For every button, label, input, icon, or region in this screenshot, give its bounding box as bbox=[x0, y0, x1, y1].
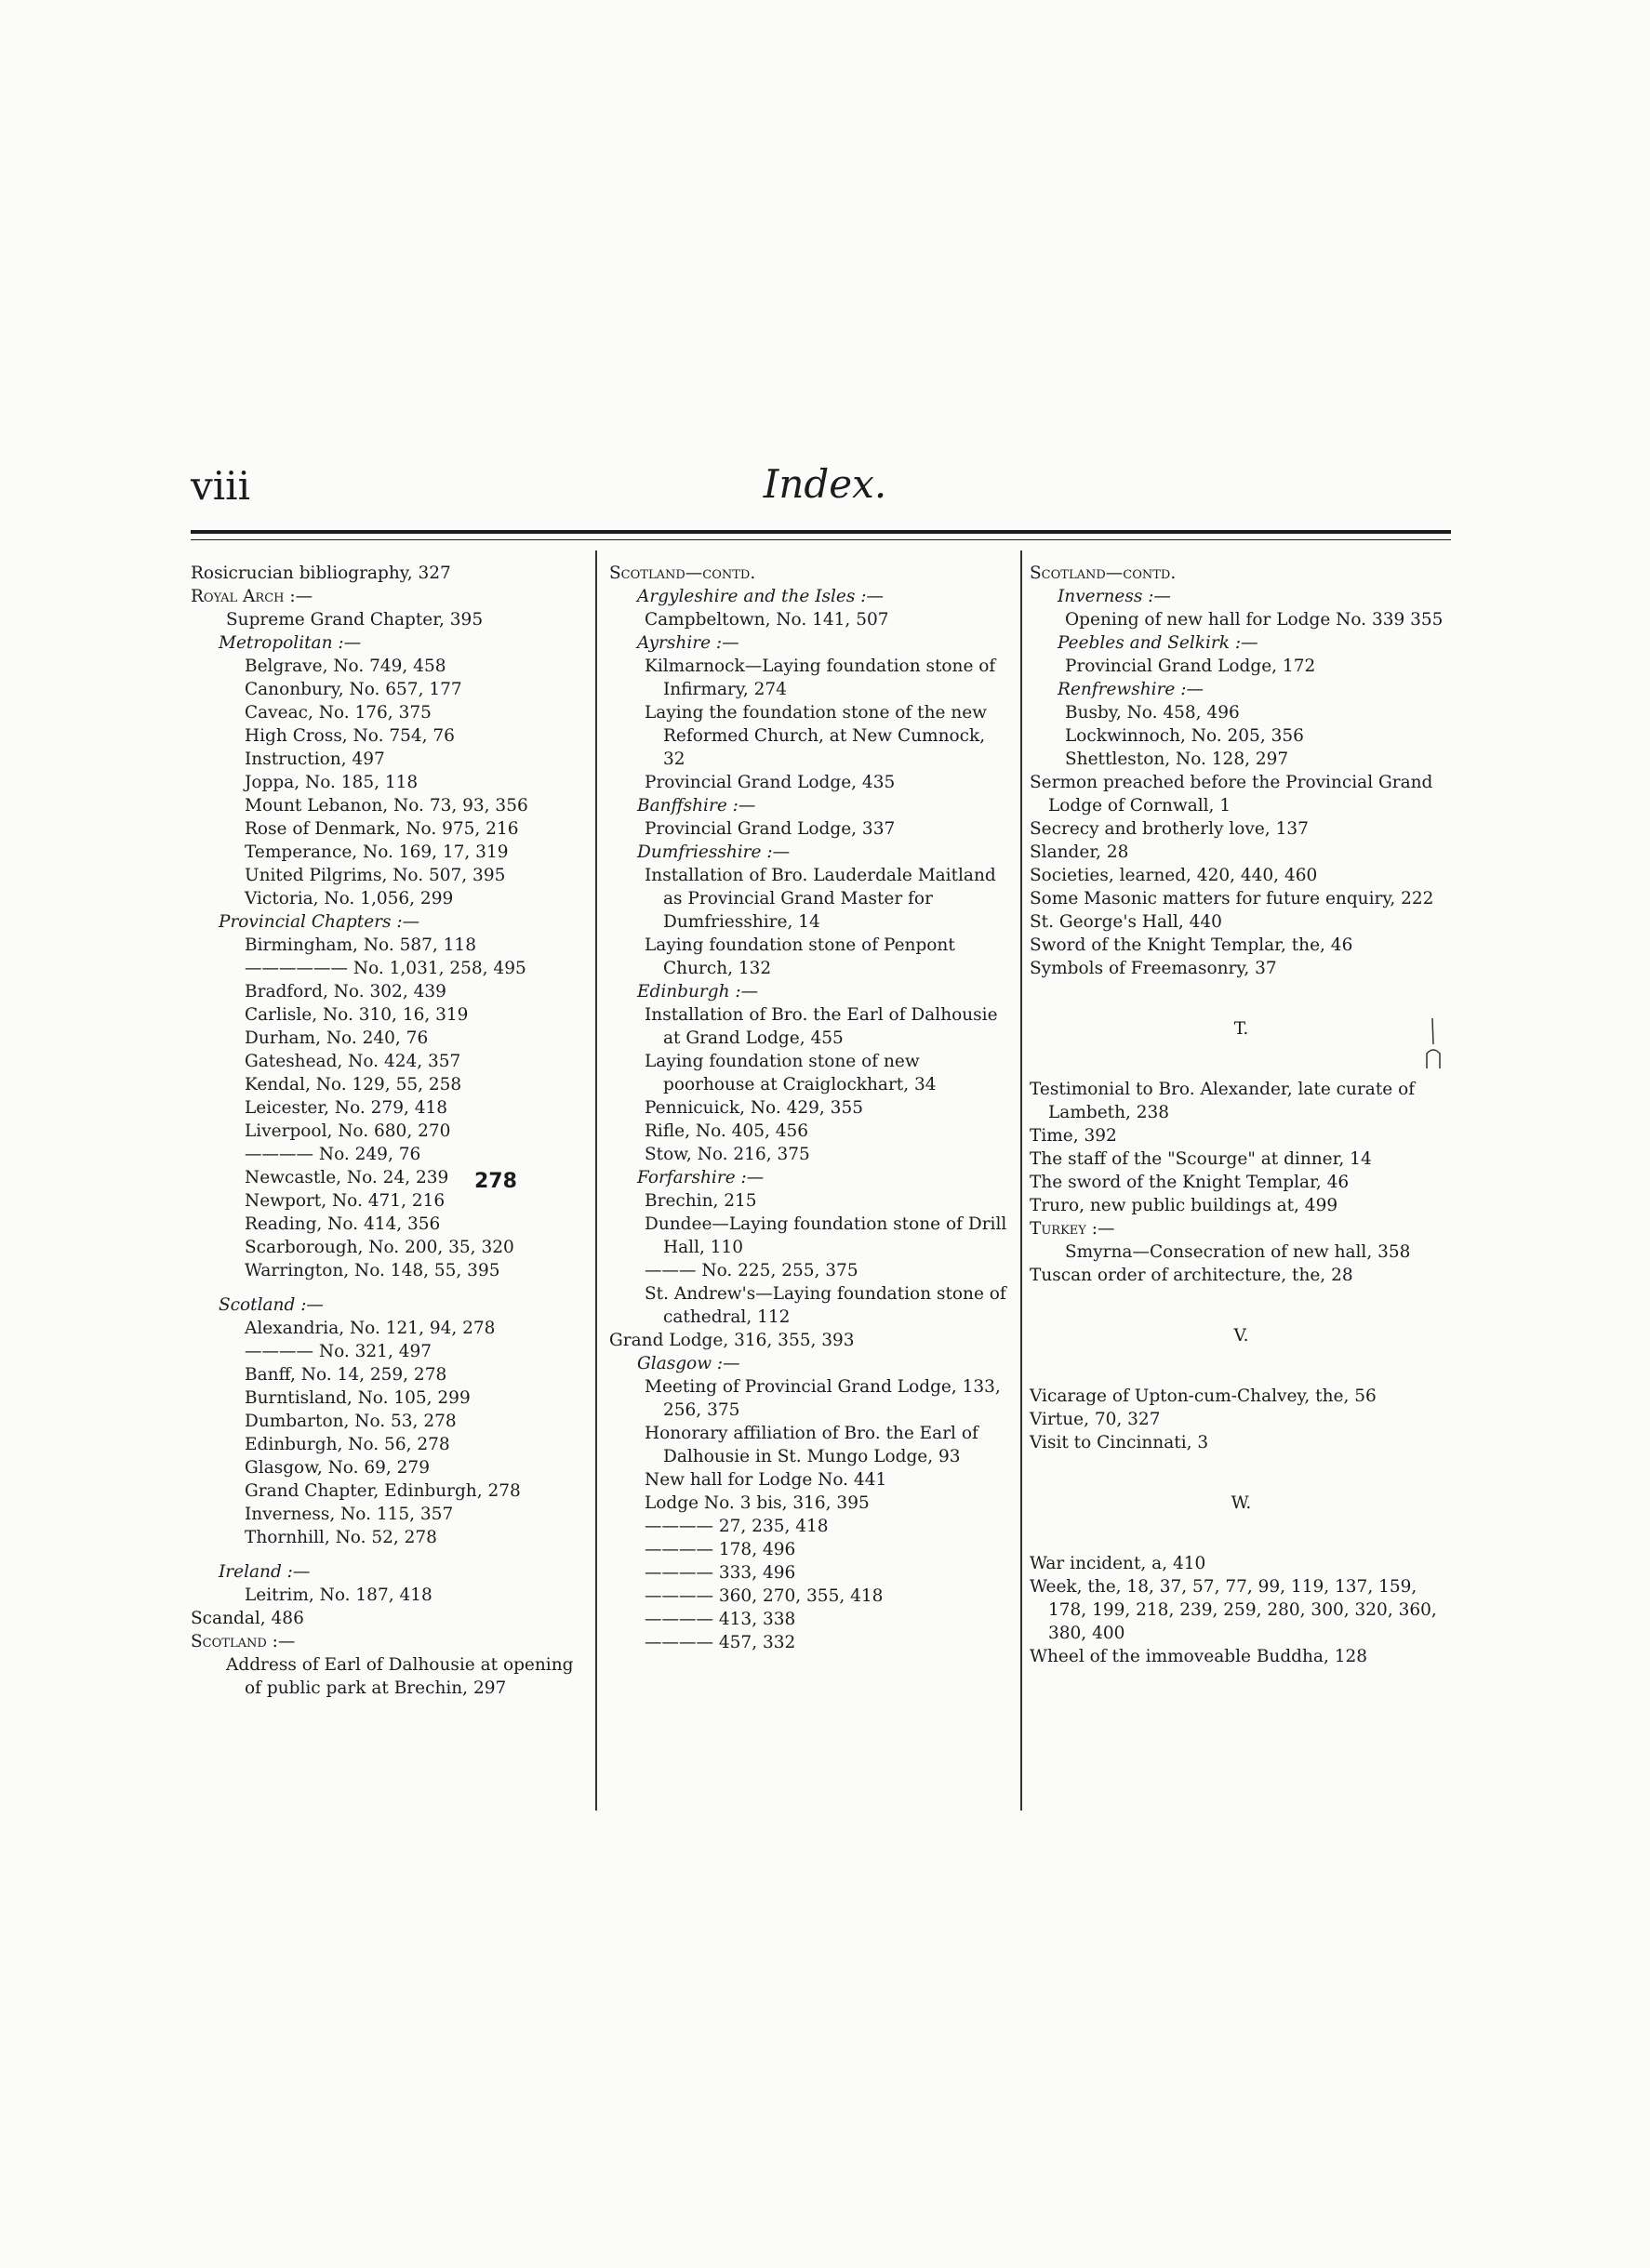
index-entry: ———— No. 249, 76 bbox=[245, 1145, 421, 1164]
index-entry: Bradford, No. 302, 439 bbox=[245, 982, 446, 1001]
index-entry: Grand Lodge, 316, 355, 393 bbox=[609, 1331, 855, 1350]
handwritten-annotation: 278 bbox=[474, 1170, 517, 1193]
index-entry: —————— No. 1,031, 258, 495 bbox=[245, 959, 526, 978]
index-entry: Thornhill, No. 52, 278 bbox=[245, 1528, 437, 1547]
index-subheading: Metropolitan :— bbox=[219, 633, 362, 653]
index-entry: Installation of Bro. the Earl of Dalhousie at Grand Lodge, 455 bbox=[645, 1005, 998, 1048]
index-entry: Wheel of the immoveable Buddha, 128 bbox=[1030, 1647, 1368, 1666]
index-entry bbox=[1030, 1454, 1453, 1492]
index-entry: Smyrna—Consecration of new hall, 358 bbox=[1065, 1242, 1411, 1262]
index-entry: ———— 413, 338 bbox=[645, 1610, 796, 1629]
index-entry: ———— No. 321, 497 bbox=[245, 1342, 432, 1361]
index-subheading: Inverness :— bbox=[1058, 587, 1171, 606]
index-subheading: Argyleshire and the Isles :— bbox=[637, 587, 884, 606]
index-entry: ——— No. 225, 255, 375 bbox=[645, 1261, 858, 1280]
index-entry: Belgrave, No. 749, 458 bbox=[245, 657, 446, 676]
index-subheading: Ireland :— bbox=[219, 1562, 311, 1582]
column-divider-right bbox=[1020, 550, 1022, 1810]
index-entry: Meeting of Provincial Grand Lodge, 133, 256, 375 bbox=[645, 1377, 1001, 1420]
index-entry: Provincial Grand Lodge, 435 bbox=[645, 773, 896, 792]
index-entry: Banff, No. 14, 259, 278 bbox=[245, 1365, 447, 1385]
index-entry: T. bbox=[1233, 1019, 1249, 1039]
index-entry: Slander, 28 bbox=[1030, 842, 1129, 862]
index-subheading: Peebles and Selkirk :— bbox=[1058, 633, 1258, 653]
index-entry: ———— 27, 235, 418 bbox=[645, 1517, 829, 1536]
page-number: viii bbox=[191, 463, 251, 509]
index-entry: Pennicuick, No. 429, 355 bbox=[645, 1098, 863, 1118]
index-entry: Alexandria, No. 121, 94, 278 bbox=[245, 1319, 496, 1338]
index-heading: Royal Arch :— bbox=[191, 587, 313, 606]
index-entry: Dumbarton, No. 53, 278 bbox=[245, 1412, 457, 1431]
index-entry: Testimonial to Bro. Alexander, late curate of Lambeth, 238 bbox=[1030, 1080, 1416, 1122]
index-entry: Dundee—Laying foundation stone of Drill Hall, 110 bbox=[645, 1214, 1007, 1257]
index-entry: Newport, No. 471, 216 bbox=[245, 1191, 446, 1211]
index-entry: Scarborough, No. 200, 35, 320 bbox=[245, 1238, 514, 1257]
index-entry: ———— 333, 496 bbox=[645, 1563, 796, 1583]
index-entry: Rosicrucian bibliography, 327 bbox=[191, 564, 451, 583]
index-subheading: Glasgow :— bbox=[637, 1354, 740, 1373]
index-entry: Joppa, No. 185, 118 bbox=[245, 773, 419, 792]
index-entry: Secrecy and brotherly love, 137 bbox=[1030, 819, 1309, 839]
index-entry: Some Masonic matters for future enquiry, 222 bbox=[1030, 889, 1434, 909]
page-title: Index. bbox=[763, 461, 887, 507]
index-entry: ———— 360, 270, 355, 418 bbox=[645, 1586, 884, 1606]
index-entry: Installation of Bro. Lauderdale Maitland as Provincial Grand Master for Dumfriesshire, 14 bbox=[645, 866, 996, 932]
index-entry: Supreme Grand Chapter, 395 bbox=[226, 610, 484, 630]
index-entry: Birmingham, No. 587, 118 bbox=[245, 935, 476, 955]
index-heading: Turkey :— bbox=[1030, 1219, 1115, 1239]
index-entry bbox=[1030, 1347, 1453, 1385]
index-entry: Glasgow, No. 69, 279 bbox=[245, 1458, 430, 1478]
index-column-2 bbox=[609, 562, 1011, 1654]
header-rule-thick bbox=[191, 530, 1451, 534]
index-entry: United Pilgrims, No. 507, 395 bbox=[245, 866, 506, 885]
index-subheading: Dumfriesshire :— bbox=[637, 842, 791, 862]
index-entry: Leicester, No. 279, 418 bbox=[245, 1098, 448, 1118]
index-entry: Gateshead, No. 424, 357 bbox=[245, 1052, 461, 1071]
index-subheading: Edinburgh :— bbox=[637, 982, 759, 1001]
index-entry bbox=[1030, 1287, 1453, 1324]
index-entry: Campbeltown, No. 141, 507 bbox=[645, 610, 889, 630]
index-entry bbox=[1030, 980, 1453, 1017]
index-entry: Honorary affiliation of Bro. the Earl of Dalhousie in St. Mungo Lodge, 93 bbox=[645, 1424, 978, 1466]
index-entry: St. George's Hall, 440 bbox=[1030, 912, 1222, 932]
index-entry bbox=[191, 1549, 586, 1560]
index-entry: Tuscan order of architecture, the, 28 bbox=[1030, 1266, 1353, 1285]
index-entry: ———— 457, 332 bbox=[645, 1633, 796, 1652]
index-entry: Virtue, 70, 327 bbox=[1030, 1410, 1161, 1429]
index-entry: Scandal, 486 bbox=[191, 1609, 304, 1628]
index-entry: Laying the foundation stone of the new Reformed Church, at New Cumnock, 32 bbox=[645, 703, 988, 769]
index-entry: Truro, new public buildings at, 499 bbox=[1030, 1196, 1338, 1215]
index-entry: High Cross, No. 754, 76 bbox=[245, 726, 455, 746]
index-entry: Burntisland, No. 105, 299 bbox=[245, 1388, 471, 1408]
index-entry: Week, the, 18, 37, 57, 77, 99, 119, 137, 159, 178, 199, 218, 239, 259, 280, 300, 320, 360, 380, 400 bbox=[1030, 1577, 1437, 1643]
index-column-1 bbox=[191, 562, 586, 1700]
margin-mark bbox=[1419, 1018, 1447, 1069]
index-entry bbox=[191, 1282, 586, 1293]
index-entry: New hall for Lodge No. 441 bbox=[645, 1470, 887, 1490]
index-entry: Lockwinnoch, No. 205, 356 bbox=[1065, 726, 1304, 746]
index-entry: Provincial Grand Lodge, 172 bbox=[1065, 657, 1316, 676]
index-entry: Canonbury, No. 657, 177 bbox=[245, 680, 462, 699]
index-entry: Instruction, 497 bbox=[245, 749, 385, 769]
index-entry: Inverness, No. 115, 357 bbox=[245, 1505, 454, 1524]
index-entry: Laying foundation stone of new poorhouse at Craiglockhart, 34 bbox=[645, 1052, 937, 1094]
index-entry: The sword of the Knight Templar, 46 bbox=[1030, 1173, 1350, 1192]
index-heading: Scotland :— bbox=[191, 1632, 296, 1651]
index-entry: Opening of new hall for Lodge No. 339 355 bbox=[1065, 610, 1444, 630]
index-entry: Victoria, No. 1,056, 299 bbox=[245, 889, 454, 909]
index-entry: Societies, learned, 420, 440, 460 bbox=[1030, 866, 1318, 885]
index-entry: Symbols of Freemasonry, 37 bbox=[1030, 959, 1277, 978]
index-subheading: Scotland :— bbox=[219, 1295, 324, 1315]
header-rule-thin bbox=[191, 539, 1451, 540]
index-entry: Carlisle, No. 310, 16, 319 bbox=[245, 1005, 469, 1025]
index-entry: Edinburgh, No. 56, 278 bbox=[245, 1435, 450, 1454]
index-entry: Rose of Denmark, No. 975, 216 bbox=[245, 819, 519, 839]
index-entry: Temperance, No. 169, 17, 319 bbox=[245, 842, 509, 862]
index-entry: Warrington, No. 148, 55, 395 bbox=[245, 1261, 500, 1280]
index-heading: Scotland—contd. bbox=[609, 564, 756, 583]
index-entry: Kendal, No. 129, 55, 258 bbox=[245, 1075, 462, 1094]
index-entry: St. Andrew's—Laying foundation stone of cathedral, 112 bbox=[645, 1284, 1006, 1327]
index-subheading: Ayrshire :— bbox=[637, 633, 739, 653]
index-entry: Shettleston, No. 128, 297 bbox=[1065, 749, 1289, 769]
index-entry: Laying foundation stone of Penpont Church, 132 bbox=[645, 935, 955, 978]
index-entry: Mount Lebanon, No. 73, 93, 356 bbox=[245, 796, 528, 816]
index-entry: Address of Earl of Dalhousie at opening of public park at Brechin, 297 bbox=[226, 1655, 574, 1698]
index-entry: Visit to Cincinnati, 3 bbox=[1030, 1433, 1209, 1452]
index-entry: Provincial Grand Lodge, 337 bbox=[645, 819, 896, 839]
index-subheading: Banffshire :— bbox=[637, 796, 756, 816]
index-entry: Newcastle, No. 24, 239 bbox=[245, 1168, 449, 1187]
index-entry: The staff of the "Scourge" at dinner, 14 bbox=[1030, 1149, 1372, 1169]
index-entry: Leitrim, No. 187, 418 bbox=[245, 1585, 432, 1605]
index-entry: Sword of the Knight Templar, the, 46 bbox=[1030, 935, 1353, 955]
index-entry: Reading, No. 414, 356 bbox=[245, 1214, 441, 1234]
index-entry: Busby, No. 458, 496 bbox=[1065, 703, 1240, 723]
index-entry: Sermon preached before the Provincial Grand Lodge of Cornwall, 1 bbox=[1030, 773, 1433, 816]
index-entry: ———— 178, 496 bbox=[645, 1540, 796, 1559]
index-subheading: Renfrewshire :— bbox=[1058, 680, 1204, 699]
index-entry: Lodge No. 3 bis, 316, 395 bbox=[645, 1493, 870, 1513]
index-entry: Vicarage of Upton-cum-Chalvey, the, 56 bbox=[1030, 1386, 1377, 1406]
index-subheading: Provincial Chapters :— bbox=[219, 912, 420, 932]
index-entry: V. bbox=[1233, 1326, 1249, 1346]
index-entry: Time, 392 bbox=[1030, 1126, 1117, 1146]
column-divider-left bbox=[595, 550, 597, 1810]
index-entry: Liverpool, No. 680, 270 bbox=[245, 1121, 451, 1141]
index-heading: Scotland—contd. bbox=[1030, 564, 1177, 583]
index-entry: W. bbox=[1231, 1493, 1252, 1513]
index-entry: Rifle, No. 405, 456 bbox=[645, 1121, 809, 1141]
index-entry: Grand Chapter, Edinburgh, 278 bbox=[245, 1481, 521, 1501]
index-entry: Caveac, No. 176, 375 bbox=[245, 703, 432, 723]
index-column-3 bbox=[1030, 562, 1453, 1668]
index-entry: Kilmarnock—Laying foundation stone of Infirmary, 274 bbox=[645, 657, 996, 699]
index-entry: Stow, No. 216, 375 bbox=[645, 1145, 810, 1164]
index-entry: War incident, a, 410 bbox=[1030, 1554, 1206, 1573]
index-entry: Durham, No. 240, 76 bbox=[245, 1028, 429, 1048]
index-entry: Brechin, 215 bbox=[645, 1191, 757, 1211]
index-entry bbox=[1030, 1041, 1453, 1078]
index-subheading: Forfarshire :— bbox=[637, 1168, 765, 1187]
index-entry bbox=[1030, 1515, 1453, 1552]
